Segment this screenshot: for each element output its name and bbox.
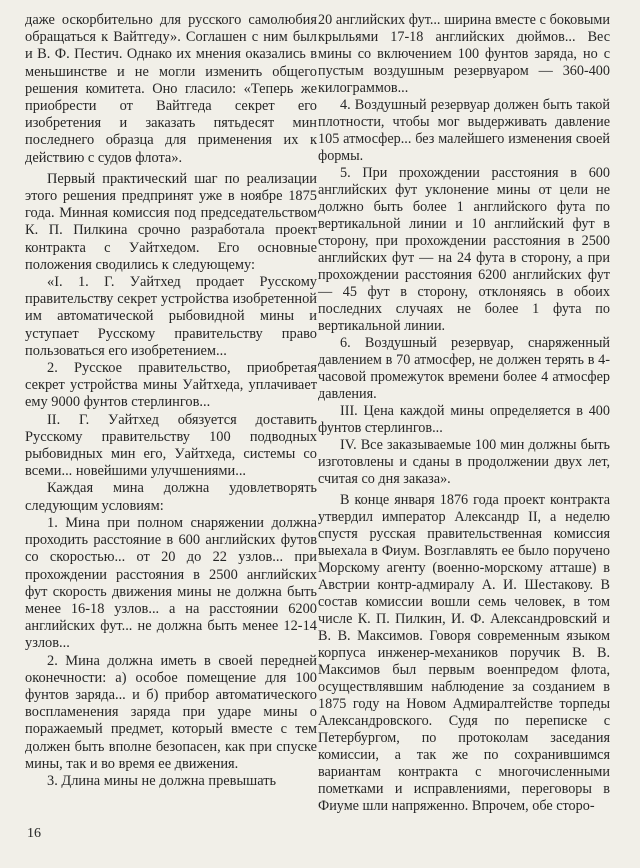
quote-paragraph: 6. Воздушный резервуар, снаряженный давлением в 70 атмосфер, не должен терять в 4-часовой промежуток времени более 4 атмосфер давления. (318, 335, 610, 402)
quote-paragraph: 5. При прохождении расстояния в 600 английских фут уклонение мины от цели не должно быть более 1 английского фута по вертикальной линии и 10 английский фут в сторону, при прохождении расстояния в 2500 английских фут — на 24 фута в сторону, а при прохождении расстояния 6200 английских фут — 45 фут в сторону, отклоняясь в обоих последних случаях не более 1 фута по вертикальной линии. (318, 165, 610, 334)
quote-paragraph: 2. Мина должна иметь в своей передней оконечности: а) особое помещение для 100 фунтов заряда... и б) прибор автоматического воспламенения заряда при ударе мины о поражаемый предмет, который вместе с тем должен быть вполне безопасен, как при спуске мины, так и во время ее движения. (25, 652, 317, 772)
quote-paragraph: III. Цена каждой мины определяется в 400 фунтов стерлингов... (318, 403, 610, 436)
paragraph: даже оскорбительно для русского самолюбия обращаться к Вайтгеду». Соглашен с ним был и В. Ф. Пестич. Однако их мнения оказались в меньшинстве и не могли изменить общего решения комитета. Оно гласило: «Теперь же приобрести от Вайтгеда секрет его изобретения и заказать пятьдесят мин последнего образца для применения их к действию с судов флота». (25, 12, 317, 166)
quote-paragraph: II. Г. Уайтхед обязуется доставить Русскому правительству 100 подводных рыбовидных мин его, Уайтхеда, системы со всеми... новейшими улучшениями... (25, 411, 317, 480)
paragraph: Первый практический шаг по реализации этого решения предпринят уже в ноябре 1875 года. Минная комиссия под председательством К. П. Пилкина срочно разработала проект контракта с Уайтхедом. Его основные положения сводились к следующему: (25, 170, 317, 273)
paragraph: В конце января 1876 года проект контракта утвердил император Александр II, а неделю спустя русская правительственная комиссия выехала в Фиум. Возглавлять ее было поручено Морскому агенту (военно-морскому атташе) в Австрии контр-адмиралу А. И. Шестакову. В состав комиссии вошли семь человек, в том числе К. П. Пилкин, И. Ф. Александровский и В. В. Максимов. Говоря современным языком корпуса инженер-механиков поручик В. В. Максимов был первым военпредом флота, осуществлявшим наблюдение за созданием в 1875 году на Новом Адмиралтействе торпеды Александровского. Судя по переписке с Петербургом, по протоколам заседания комиссии, а так же по сохранившимся вариантам контракта с многочисленными пометками и исправлениями, переговоры в Фиуме шли напряженно. Впрочем, обе сторо- (318, 492, 610, 814)
quote-paragraph: 1. Мина при полном снаряжении должна проходить расстояние в 600 английских футов со скоростью... от 20 до 22 узлов... при прохождении расстояния в 2500 английских фут скорость движения мины не должна быть менее 16-18 узлов... а на расстоянии 6200 английских фут... не должна быть менее 12-14 узлов... (25, 514, 317, 652)
quote-paragraph: 20 английских фут... ширина вместе с боковыми крыльями 17-18 английских дюймов... Вес мины со включением 100 фунтов заряда, но с пустым воздушным резервуаром — 360-400 килограммов... (318, 12, 610, 96)
quote-paragraph: IV. Все заказываемые 100 мин должны быть изготовлены и сданы в продолжении двух лет, считая со дня заказа». (318, 437, 610, 487)
quote-paragraph: Каждая мина должна удовлетворять следующим условиям: (25, 480, 317, 514)
right-column (318, 12, 610, 815)
quote-paragraph: «I. 1. Г. Уайтхед продает Русскому правительству секрет устройства изобретенной им автоматической рыбовидной мины и уступает Русскому правительству право пользоваться его изобретением... (25, 274, 317, 359)
page-number: 16 (27, 826, 41, 841)
quote-paragraph: 2. Русское правительство, приобретая секрет устройства мины Уайтхеда, уплачивает ему 9000 фунтов стерлингов... (25, 360, 317, 411)
quote-paragraph: 4. Воздушный резервуар должен быть такой плотности, чтобы мог выдерживать давление 105 атмосфер... без малейшего изменения своей формы. (318, 97, 610, 164)
quote-paragraph: 3. Длина мины не должна превышать (47, 772, 277, 789)
left-column (25, 12, 317, 790)
